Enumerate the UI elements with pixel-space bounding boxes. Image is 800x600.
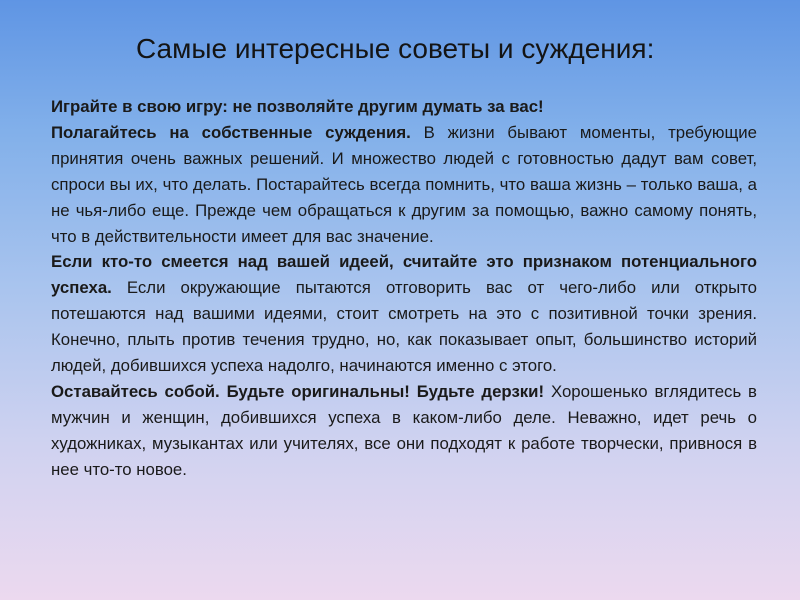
paragraph-own-judgement [51, 120, 757, 250]
paragraph-text: В жизни бывают моменты, требующие принятия очень важных решений. И множество людей с готовностью дадут вам совет, спроси вы их, что делать. Постарайтесь всегда помнить, что ваша жизнь – только ваша, а не чья-либо еще. Прежде чем обращаться к другим за помощью, важно самому понять, что в действительности имеет для вас значение. [51, 122, 758, 246]
paragraph-laughter-success [51, 249, 757, 379]
paragraph-heading: Полагайтесь на собственные суждения. [51, 122, 411, 142]
paragraph-stay-yourself [51, 379, 757, 483]
paragraph-text: Если окружающие пытаются отговорить вас от чего-либо или открыто потешаются над вашими идеями, стоит смотреть на это с позитивной точки зрения. Конечно, плыть против течения трудно, но, как показывает опыт, большинство историй людей, добившихся успеха надолго, начинаются именно с этого. [51, 278, 757, 376]
slide-title: Самые интересные советы и суждения: [136, 33, 655, 64]
slide-body [51, 94, 757, 483]
paragraph-heading: Оставайтесь собой. Будьте оригинальны! Будьте дерзки! [51, 381, 545, 401]
paragraph-heading: Играйте в свою игру: не позволяйте другим думать за вас! [51, 97, 544, 116]
paragraph-heading: Если кто-то смеется над вашей идеей, считайте это признаком потенциального успеха. [51, 252, 757, 298]
paragraph-play-own-game [51, 94, 757, 120]
paragraph-text: Хорошенько вглядитесь в мужчин и женщин, добившихся успеха в каком-либо деле. Неважно, идет речь о художниках, музыкантах или учителях, все они подходят к работе творчески, привнося в нее что-то новое. [51, 381, 757, 479]
